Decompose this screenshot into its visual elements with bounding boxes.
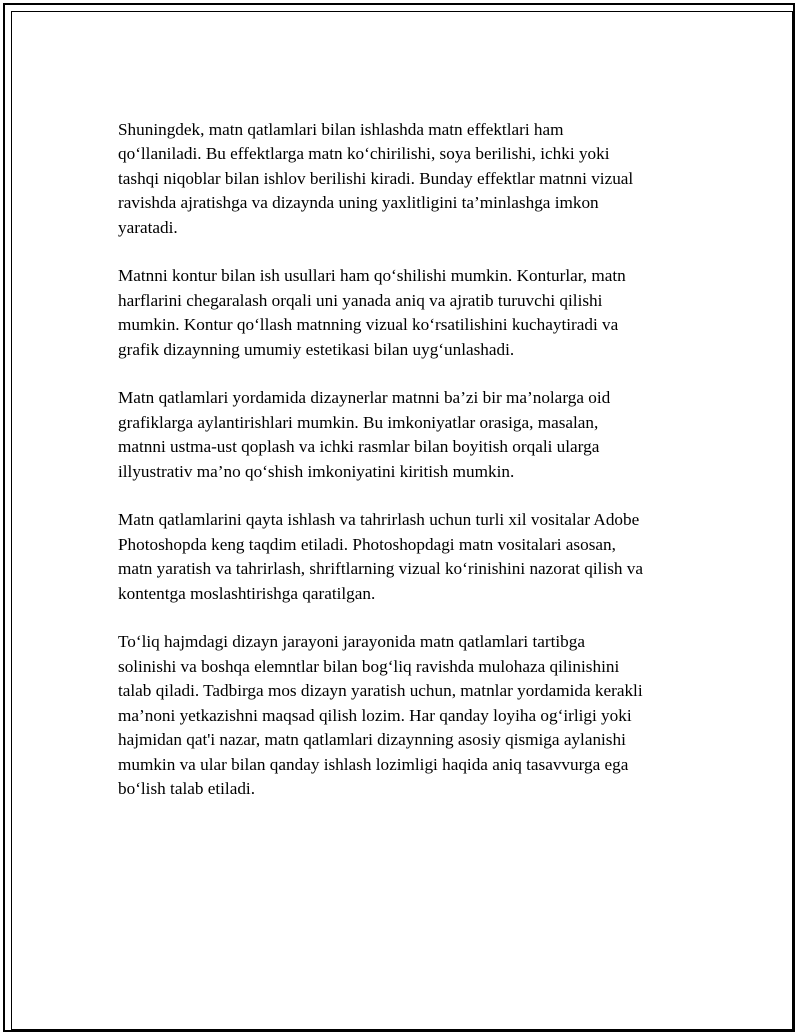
paragraph-design-process: To‘liq hajmdagi dizayn jarayoni jarayonida matn qatlamlari tartibga solinishi va boshqa elemntlar bilan bog‘liq ravishda mulohaza qilinishini talab qiladi. Tadbirga mos dizayn yaratish uchun, matnlar yordamida kerakli ma’noni yetkazishni maqsad qilish lozim. Har qanday loyiha og‘irligi yoki hajmidan qat'i nazar, matn qatlamlari dizaynning asosiy qismiga aylanishi mumkin va ular bilan qanday ishlash lozimligi haqida aniq tasavvurga ega bo‘lish talab etiladi. xyxy=(118,632,643,798)
paragraph-photoshop-tools: Matn qatlamlarini qayta ishlash va tahrirlash uchun turli xil vositalar Adobe Photoshopda keng taqdim etiladi. Photoshopdagi matn vositalari asosan, matn yaratish va tahrirlash, shriftlarning vizual ko‘rinishini nazorat qilish va kontentga moslashtirishga qaratilgan. xyxy=(118,510,644,603)
paragraph-text-effects: Shuningdek, matn qatlamlari bilan ishlashda matn effektlari ham qo‘llaniladi. Bu effektlarga matn ko‘chirilishi, soya berilishi, ichki yoki tashqi niqoblar bilan ishlov berilishi kiradi. Bunday effektlar matnni vizual ravishda ajratishga va dizaynda uning yaxlitligini ta’minlashga imkon yaratadi. xyxy=(118,120,634,237)
paragraph-graphic-text: Matn qatlamlari yordamida dizaynerlar matnni ba’zi bir ma’nolarga oid grafiklarga aylantirishlari mumkin. Bu imkoniyatlar orasiga, masalan, matnni ustma-ust qoplash va ichki rasmlar bilan boyitish orqali ularga illyustrativ ma’no qo‘shish imkoniyatini kiritish mumkin. xyxy=(118,388,611,481)
document-body xyxy=(118,118,688,826)
paragraph-contours: Matnni kontur bilan ish usullari ham qo‘shilishi mumkin. Konturlar, matn harflarini chegaralash orqali uni yanada aniq va ajratib turuvchi qilishi mumkin. Kontur qo‘llash matnning vizual ko‘rsatilishini kuchaytiradi va grafik dizaynning umumiy estetikasi bilan uyg‘unlashadi. xyxy=(118,266,626,359)
